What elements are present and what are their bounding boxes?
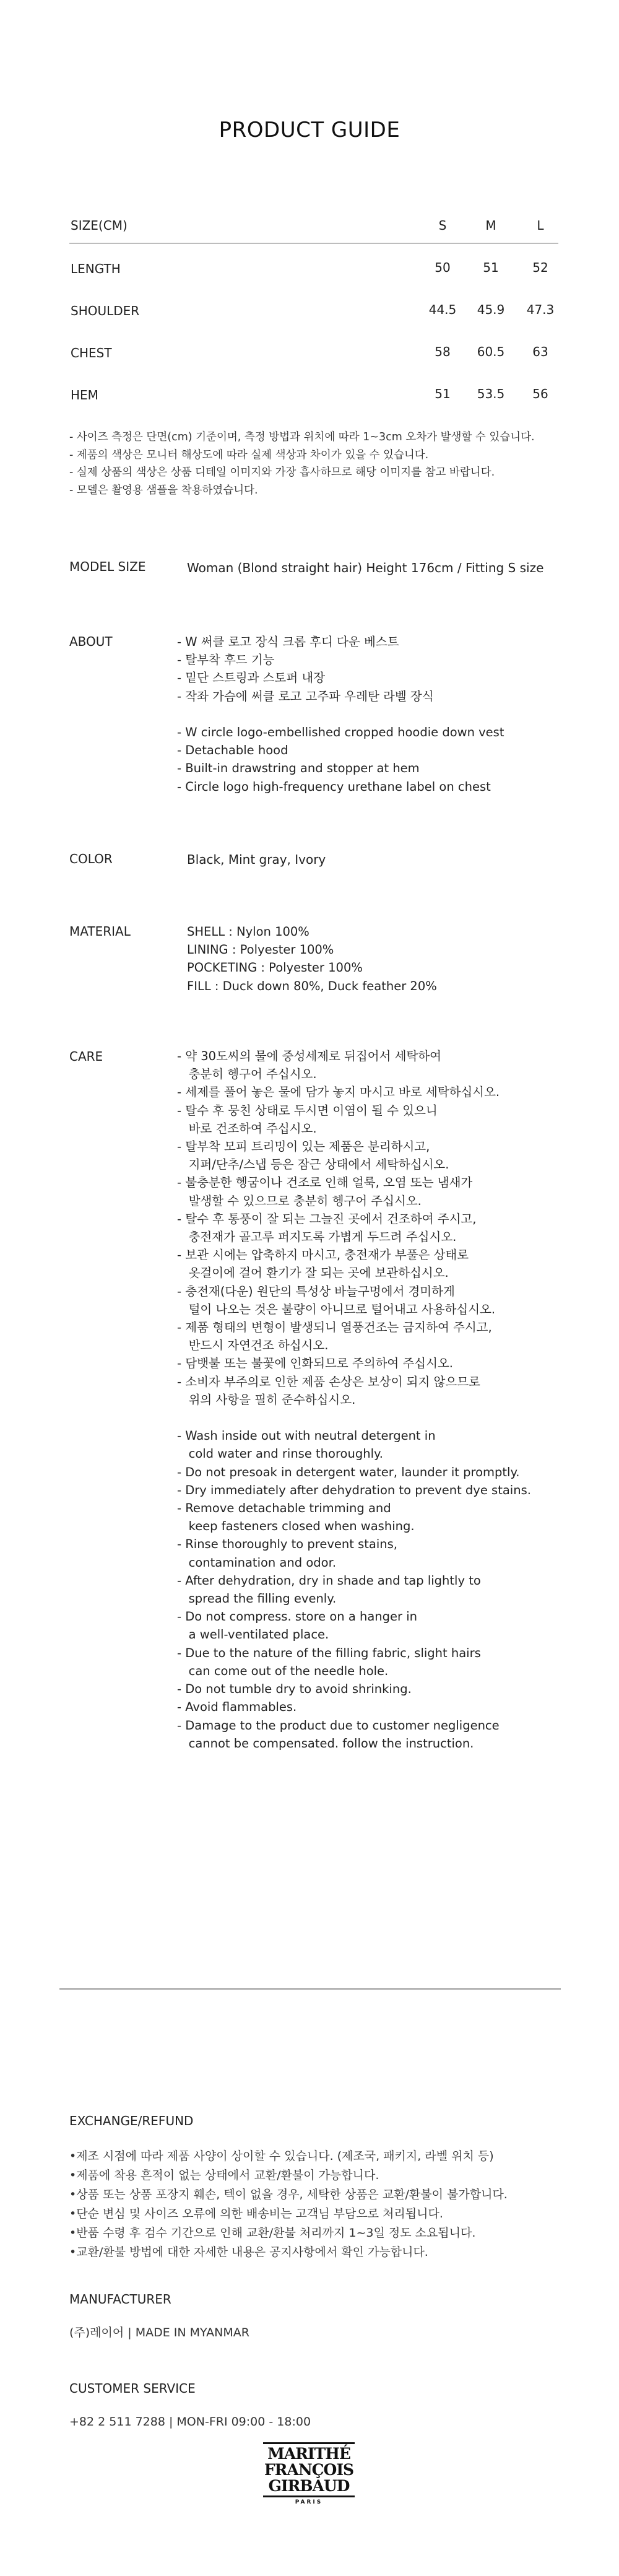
customer-service-value: +82 2 511 7288 | MON-FRI 09:00 - 18:00 — [69, 2415, 311, 2429]
care-line: - Remove detachable trimming and — [177, 1501, 391, 1516]
logo-word: MARITHÉ — [267, 2445, 350, 2463]
logo-word: GIRBAUD — [268, 2477, 350, 2495]
size-cell: 56 — [532, 386, 548, 401]
model-size-label: MODEL SIZE — [69, 559, 146, 574]
care-line: 반드시 자연건조 하십시오. — [177, 1338, 329, 1353]
about-label: ABOUT — [69, 634, 113, 649]
care-line: - Dry immediately after dehydration to prevent dye stains. — [177, 1482, 531, 1497]
exchange-refund-list — [69, 2147, 508, 2262]
care-line: - 탈수 후 통풍이 잘 되는 그늘진 곳에서 건조하여 주시고, — [177, 1211, 477, 1226]
page-title: PRODUCT GUIDE — [219, 118, 400, 142]
care-line: - Do not tumble dry to avoid shrinking. — [177, 1682, 412, 1697]
material-line: SHELL : Nylon 100% — [187, 925, 310, 939]
care-list — [177, 1047, 531, 1752]
customer-service-heading: CUSTOMER SERVICE — [69, 2381, 196, 2396]
care-line: 바로 건조하여 주십시오. — [177, 1121, 317, 1136]
size-row-length — [69, 253, 558, 295]
size-row-chest — [69, 337, 558, 379]
care-line: 위의 사항을 필히 준수하십시오. — [177, 1392, 356, 1407]
care-line: 충분히 헹구어 주십시오. — [177, 1067, 317, 1082]
material-line: FILL : Duck down 80%, Duck feather 20% — [187, 978, 437, 993]
care-line: 옷걸이에 걸어 환기가 잘 되는 곳에 보관하십시오. — [177, 1266, 449, 1281]
about-line: - W circle logo-embellished cropped hoodie down vest — [177, 725, 504, 739]
care-line: spread the filling evenly. — [177, 1591, 337, 1606]
size-table — [69, 211, 558, 421]
care-line: - Avoid flammables. — [177, 1700, 297, 1715]
care-line: a well-ventilated place. — [177, 1627, 329, 1642]
size-cell: 44.5 — [428, 302, 457, 317]
exchange-line: •반품 수령 후 검수 기간으로 인해 교환/환불 처리까지 1~3일 정도 소요됩니다. — [69, 2226, 476, 2240]
manufacturer-value: (주)레이어 | MADE IN MYANMAR — [69, 2326, 249, 2339]
size-cell: 45.9 — [477, 302, 505, 317]
care-line: 충전재가 골고루 퍼지도록 가볍게 두드려 주십시오. — [177, 1230, 457, 1245]
care-line: cold water and rinse thoroughly. — [177, 1447, 383, 1461]
exchange-line: •교환/환불 방법에 대한 자세한 내용은 공지사항에서 확인 가능합니다. — [69, 2245, 428, 2259]
size-row-label: HEM — [71, 388, 98, 402]
material-line: POCKETING : Polyester 100% — [187, 960, 363, 975]
about-line: - 밑단 스트링과 스토퍼 내장 — [177, 671, 326, 685]
care-line: - Wash inside out with neutral detergent in — [177, 1429, 436, 1443]
color-label: COLOR — [69, 851, 113, 866]
care-line: cannot be compensated. follow the instruction. — [177, 1736, 474, 1751]
note-line: - 모델은 촬영용 샘플을 착용하였습니다. — [69, 484, 258, 497]
size-cell: 52 — [532, 260, 548, 275]
care-line — [177, 1409, 531, 1427]
size-cell: 50 — [435, 260, 451, 275]
care-line: - After dehydration, dry in shade and tap lightly to — [177, 1573, 481, 1588]
care-line: - 소비자 부주의로 인한 제품 손상은 보상이 되지 않으므로 — [177, 1374, 480, 1389]
care-line: 털이 나오는 것은 불량이 아니므로 털어내고 사용하십시오. — [177, 1302, 496, 1316]
about-line: - Circle logo high-frequency urethane label on chest — [177, 779, 491, 794]
size-header-l: L — [537, 218, 544, 233]
care-line: - Due to the nature of the filling fabric, slight hairs — [177, 1645, 481, 1660]
logo-word: PARIS — [295, 2499, 323, 2505]
about-line — [177, 705, 504, 723]
care-line: - Do not compress. store on a hanger in — [177, 1609, 418, 1624]
care-line: keep fasteners closed when washing. — [177, 1519, 415, 1534]
exchange-refund-heading: EXCHANGE/REFUND — [69, 2113, 194, 2128]
note-line: - 사이즈 측정은 단면(cm) 기준이며, 측정 방법과 위치에 따라 1~3cm 오차가 발생할 수 있습니다. — [69, 431, 535, 443]
care-line: contamination and odor. — [177, 1555, 337, 1570]
care-line: - Do not presoak in detergent water, launder it promptly. — [177, 1464, 520, 1479]
size-header-s: S — [438, 218, 447, 233]
size-cell: 60.5 — [477, 344, 505, 359]
material-line: LINING : Polyester 100% — [187, 942, 334, 957]
exchange-line: •상품 또는 상품 포장지 훼손, 텍이 없을 경우, 세탁한 상품은 교환/환불이 불가합니다. — [69, 2188, 508, 2201]
size-cell: 53.5 — [477, 386, 505, 401]
size-cell: 58 — [435, 344, 451, 359]
material-label: MATERIAL — [69, 924, 131, 939]
care-line: can come out of the needle hole. — [177, 1663, 389, 1678]
exchange-line: •단순 변심 및 사이즈 오류에 의한 배송비는 고객님 부담으로 처리됩니다. — [69, 2207, 443, 2221]
about-line: - W 써클 로고 장식 크롭 후디 다운 베스트 — [177, 635, 399, 649]
size-row-shoulder — [69, 295, 558, 337]
care-line: - 충전재(다운) 원단의 특성상 바늘구멍에서 경미하게 — [177, 1284, 455, 1299]
manufacturer-heading: MANUFACTURER — [69, 2292, 171, 2307]
size-row-hem — [69, 379, 558, 421]
size-row-label: LENGTH — [71, 261, 121, 276]
size-row-label: CHEST — [71, 346, 112, 360]
about-line: - Built-in drawstring and stopper at hem — [177, 761, 420, 776]
size-cell: 51 — [483, 260, 499, 275]
about-line: - Detachable hood — [177, 743, 288, 758]
size-cell: 47.3 — [526, 302, 555, 317]
logo-rule — [263, 2442, 355, 2444]
note-line: - 제품의 색상은 모니터 해상도에 따라 실제 색상과 차이가 있을 수 있습니다. — [69, 448, 429, 461]
care-line: 발생할 수 있으므로 충분히 헹구어 주십시오. — [177, 1193, 422, 1208]
size-table-header — [69, 211, 558, 244]
care-line: - 약 30도씨의 물에 중성세제로 뒤집어서 세탁하여 — [177, 1049, 441, 1063]
size-cell: 51 — [435, 386, 451, 401]
model-size-value: Woman (Blond straight hair) Height 176cm / Fitting S size — [187, 560, 544, 575]
logo-word: FRANÇOIS — [264, 2461, 354, 2479]
exchange-line: •제조 시점에 따라 제품 사양이 상이할 수 있습니다. (제조국, 패키지, 라벨 위치 등) — [69, 2149, 494, 2163]
care-line: - 세제를 풀어 놓은 물에 담가 놓지 마시고 바로 세탁하십시오. — [177, 1085, 500, 1100]
about-line: - 탈부착 후드 기능 — [177, 653, 275, 668]
color-value: Black, Mint gray, Ivory — [187, 852, 326, 867]
size-row-label: SHOULDER — [71, 303, 140, 318]
exchange-line: •제품에 착용 흔적이 없는 상태에서 교환/환불이 가능합니다. — [69, 2169, 379, 2182]
care-line: - 보관 시에는 압축하지 마시고, 충전재가 부풀은 상태로 — [177, 1248, 469, 1263]
about-line: - 작좌 가슴에 써클 로고 고주파 우레탄 라벨 장식 — [177, 689, 434, 703]
care-line: - 제품 형태의 변형이 발생되니 열풍건조는 금지하여 주시고, — [177, 1320, 492, 1335]
brand-logo — [262, 2441, 356, 2518]
about-list — [177, 633, 504, 796]
logo-rule — [263, 2496, 355, 2497]
care-line: - 불충분한 헹굼이나 건조로 인해 얼룩, 오염 또는 냄새가 — [177, 1175, 473, 1190]
note-line: - 실제 상품의 색상은 상품 디테일 이미지와 가장 흡사하므로 해당 이미지를 참고 바랍니다. — [69, 466, 495, 479]
size-notes — [69, 429, 565, 499]
care-line: - Damage to the product due to customer negligence — [177, 1718, 500, 1733]
section-divider — [59, 1988, 561, 1990]
care-line: - 탈수 후 뭉친 상태로 두시면 이염이 될 수 있으니 — [177, 1103, 438, 1118]
care-line: - 담뱃불 또는 불꽃에 인화되므로 주의하여 주십시오. — [177, 1356, 454, 1371]
care-line: - 탈부착 모피 트리밍이 있는 제품은 분리하시고, — [177, 1139, 430, 1154]
size-cell: 63 — [532, 344, 548, 359]
material-list — [187, 923, 437, 995]
care-line: 지퍼/단추/스냅 등은 잠근 상태에서 세탁하십시오. — [177, 1157, 449, 1172]
size-header-label: SIZE(CM) — [71, 218, 128, 233]
size-header-m: M — [485, 218, 496, 233]
care-line: - Rinse thoroughly to prevent stains, — [177, 1537, 397, 1552]
care-label: CARE — [69, 1049, 103, 1064]
